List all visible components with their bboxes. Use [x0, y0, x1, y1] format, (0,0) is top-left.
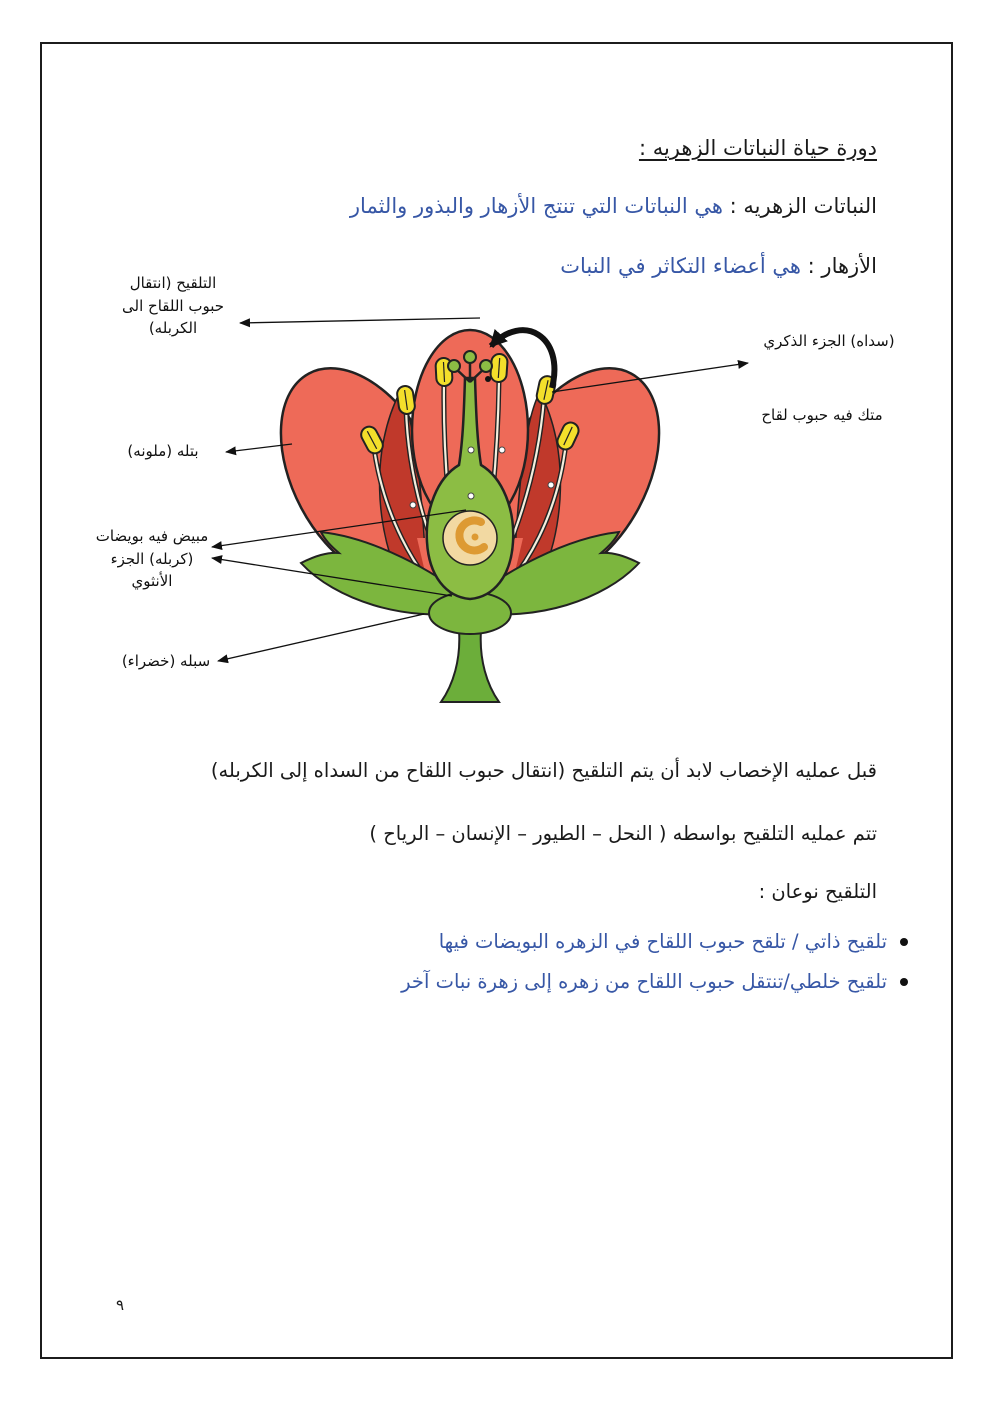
definition-text: هي النباتات التي تنتج الأزهار والبذور والثمار [349, 194, 723, 218]
flower-diagram [255, 300, 675, 710]
list-item [78, 930, 908, 953]
paragraph-pollinators: تتم عمليه التلقيح بواسطه ( النحل – الطيور – الإنسان – الرياح ) [369, 822, 877, 845]
label-petal: بتله (ملونه) [127, 442, 199, 460]
list-item-text: تلقيح ذاتي / تلقح حبوب اللقاح في الزهره البويضات فيها [438, 930, 887, 953]
bullet-icon [900, 978, 908, 986]
list-item [78, 970, 908, 993]
label-pollination: التلقيح (انتقال حبوب اللقاح الى الكربله) [122, 274, 224, 337]
label-sepal: سبله (خضراء) [121, 652, 211, 670]
bullet-icon [900, 938, 908, 946]
paragraph-fertilization: قبل عمليه الإخصاب لابد أن يتم التلقيح (انتقال حبوب اللقاح من السداه إلى الكربله) [210, 759, 877, 782]
paragraph-pollination-types: التلقيح نوعان : [758, 880, 877, 903]
definition-flowers [560, 254, 877, 278]
label-anther: متك فيه حبوب لقاح [761, 406, 883, 424]
list-item-text: تلقيح خلطي/تنتقل حبوب اللقاح من زهره إلى زهرة نبات آخر [401, 970, 887, 993]
stem-shape [441, 630, 499, 702]
ovule-dot [472, 534, 479, 541]
definition-term: النباتات الزهريه : [722, 194, 877, 218]
page-number: ٩ [116, 1296, 125, 1314]
definition-text: هي أعضاء التكاثر في النبات [560, 254, 801, 278]
label-stamen: (سداه) الجزء الذكري [763, 332, 895, 350]
definition-flowering-plants [350, 194, 877, 218]
page-title: دورة حياة النباتات الزهريه : [638, 136, 877, 160]
label-ovary: مبيض فيه بويضات (كربله) الجزء الأنثوي [95, 527, 209, 590]
pollination-types-list [78, 930, 908, 1010]
definition-term: الأزهار : [801, 254, 877, 278]
